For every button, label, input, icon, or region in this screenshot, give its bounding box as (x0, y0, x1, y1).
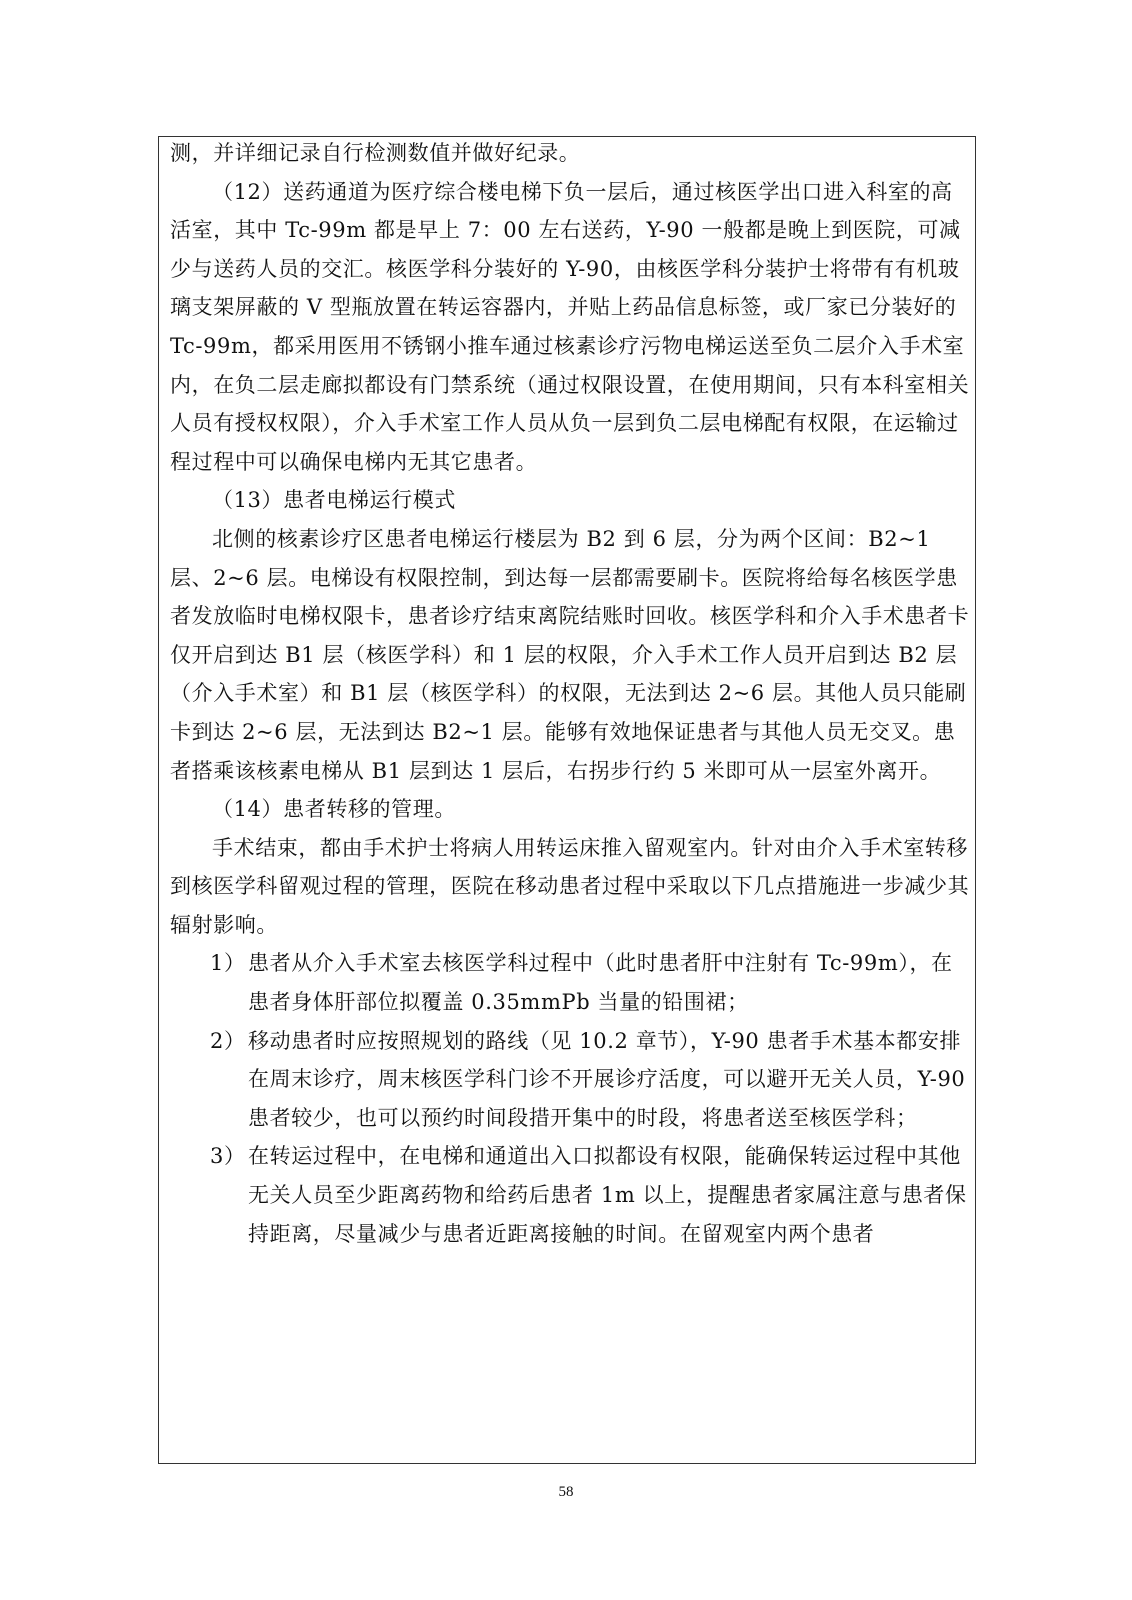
list-number: 3） (210, 1144, 246, 1169)
document-body (170, 134, 970, 1253)
paragraph-item-12: （12）送药通道为医疗综合楼电梯下负一层后，通过核医学出口进入科室的高活室，其中 Tc-99m 都是早上 7：00 左右送药，Y-90 一般都是晚上到医院，可减少与送药人员的交汇。核医学科分装好的 Y-90，由核医学科分装护士将带有有机玻璃支架屏蔽的 V 型瓶放置在转运容器内，并贴上药品信息标签，或厂家已分装好的 Tc-99m，都采用医用不锈钢小推车通过核素诊疗污物电梯运送至负二层介入手术室内，在负二层走廊拟都设有门禁系统（通过权限设置，在使用期间，只有本科室相关人员有授权权限），介入手术室工作人员从负一层到负二层电梯配有权限，在运输过程过程中可以确保电梯内无其它患者。 (170, 179, 970, 474)
list-item (170, 944, 970, 1021)
page-number: 58 (558, 1484, 574, 1500)
list-text: 移动患者时应按照规划的路线（见 10.2 章节），Y-90 患者手术基本都安排在周末诊疗，周末核医学科门诊不开展诊疗活度，可以避开无关人员，Y-90 患者较少，也可以预约时间段措开集中的时段，将患者送至核医学科； (248, 1028, 966, 1130)
list-number: 1） (210, 951, 246, 976)
list-text: 患者从介入手术室去核医学科过程中（此时患者肝中注射有 Tc-99m），在患者身体肝部位拟覆盖 0.35mmPb 当量的铅围裙； (248, 951, 953, 1015)
paragraph-elevator-mode: 北侧的核素诊疗区患者电梯运行楼层为 B2 到 6 层，分为两个区间：B2~1 层、2~6 层。电梯设有权限控制，到达每一层都需要刷卡。医院将给每名核医学患者发放临时电梯权限卡，患者诊疗结束离院结账时回收。核医学科和介入手术患者卡仅开启到达 B1 层（核医学科）和 1 层的权限，介入手术工作人员开启到达 B2 层（介入手术室）和 B1 层（核医学科）的权限，无法到达 2~6 层。其他人员只能刷卡到达 2~6 层，无法到达 B2~1 层。能够有效地保证患者与其他人员无交叉。患者搭乘该核素电梯从 B1 层到达 1 层后，右拐步行约 5 米即可从一层室外离开。 (170, 526, 970, 783)
heading-item-13: （13）患者电梯运行模式 (212, 488, 456, 513)
list-text: 在转运过程中，在电梯和通道出入口拟都设有权限，能确保转运过程中其他无关人员至少距离药物和给药后患者 1m 以上，提醒患者家属注意与患者保持距离，尽量减少与患者近距离接触的时间。在留观室内两个患者 (248, 1144, 967, 1246)
heading-item-14: （14）患者转移的管理。 (212, 797, 456, 822)
list-item (170, 1137, 970, 1253)
list-number: 2） (210, 1028, 246, 1053)
list-item (170, 1022, 970, 1138)
paragraph-patient-transfer: 手术结束，都由手术护士将病人用转运床推入留观室内。针对由介入手术室转移到核医学科留观过程的管理，医院在移动患者过程中采取以下几点措施进一步减少其辐射影响。 (170, 835, 970, 937)
paragraph-continuation: 测，并详细记录自行检测数值并做好纪录。 (170, 141, 581, 165)
